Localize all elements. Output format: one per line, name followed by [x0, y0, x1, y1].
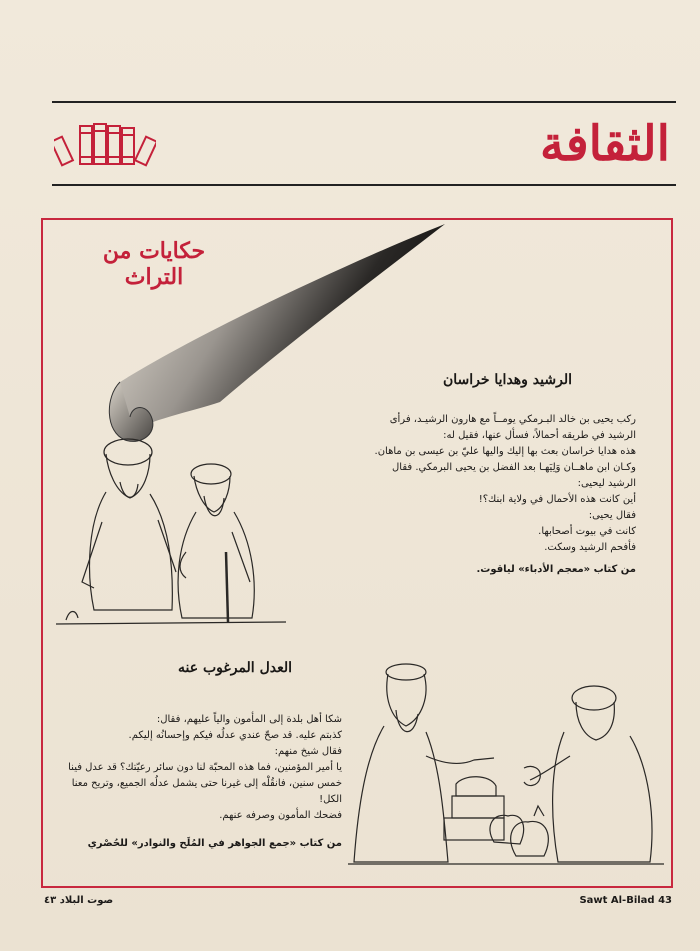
story1-line: فأفحم الرشيد وسكت. [544, 542, 636, 553]
footer-magazine-name-page: Sawt Al-Bilad 43 [579, 895, 672, 906]
story2-body [50, 712, 342, 852]
story1-line: الرشيد في طريقه أحمالاً، فسأل عنها، فقيل له: [443, 430, 636, 441]
story1-title: الرشيد وهدايا خراسان [442, 372, 572, 388]
story2-line: خمس سنين، فانقُلْه إلى غيرنا حتى يشمل عدلُه الجميع، وتريح معنا [71, 778, 342, 789]
story2-title: العدل المرغوب عنه [178, 660, 292, 676]
story1-line: وكـان ابن ماهــان وَلِيَهـا بعد الفضل بن يحيى البرمكي. فقال [392, 462, 636, 473]
story1-source: من كتاب «معجم الأدباء» لياقوت. [476, 564, 636, 575]
header-bottom-rule [52, 184, 676, 186]
story2-line: شكا أهل بلدة إلى المأمون والياً عليهم، فقال: [156, 714, 342, 725]
story2-source: من كتاب «جمع الجواهر في المُلَح والنوادر» للحُصْري [87, 838, 342, 849]
books-icon [54, 120, 156, 168]
top-rule [52, 101, 676, 103]
story1-body [336, 412, 636, 578]
story1-line: كانت في بيوت أصحابها. [538, 526, 636, 537]
merchants-illustration [344, 656, 670, 870]
story1-line: أين كانت هذه الأحمال في ولاية ابنك؟! [478, 494, 636, 505]
series-title: حكايات من التراث [102, 238, 206, 290]
story1-line: هذه هدايا خراسان بعث بها إليك واليها عليّ بن عيسى بن ماهان. [374, 446, 636, 457]
story2-line: فضحك المأمون وصرفه عنهم. [219, 810, 342, 821]
story2-line: يا أمير المؤمنين، فما هذه المحبّة لنا دون سائر رعيّتك؟ قد عدل فينا [68, 762, 342, 773]
story2-line: الكل! [319, 794, 342, 805]
footer-magazine-name-arabic: صوت البلاد ٤٣ [44, 895, 114, 906]
story1-line: ركب يحيى بن خالد البـرمكي يومــاً مع هارون الرشيـد، فرأى [389, 414, 636, 425]
two-men-illustration [46, 432, 296, 632]
story2-line: فقال شيخ منهم: [274, 746, 342, 757]
story1-line: فقال يحيى: [588, 510, 636, 521]
section-title: الثقافة [539, 116, 670, 172]
story1-line: الرشيد ليحيى: [577, 478, 636, 489]
story2-line: كذبتم عليه. قد صحّ عندي عدلُه فيكم وإحسانُه إليكم. [128, 730, 342, 741]
